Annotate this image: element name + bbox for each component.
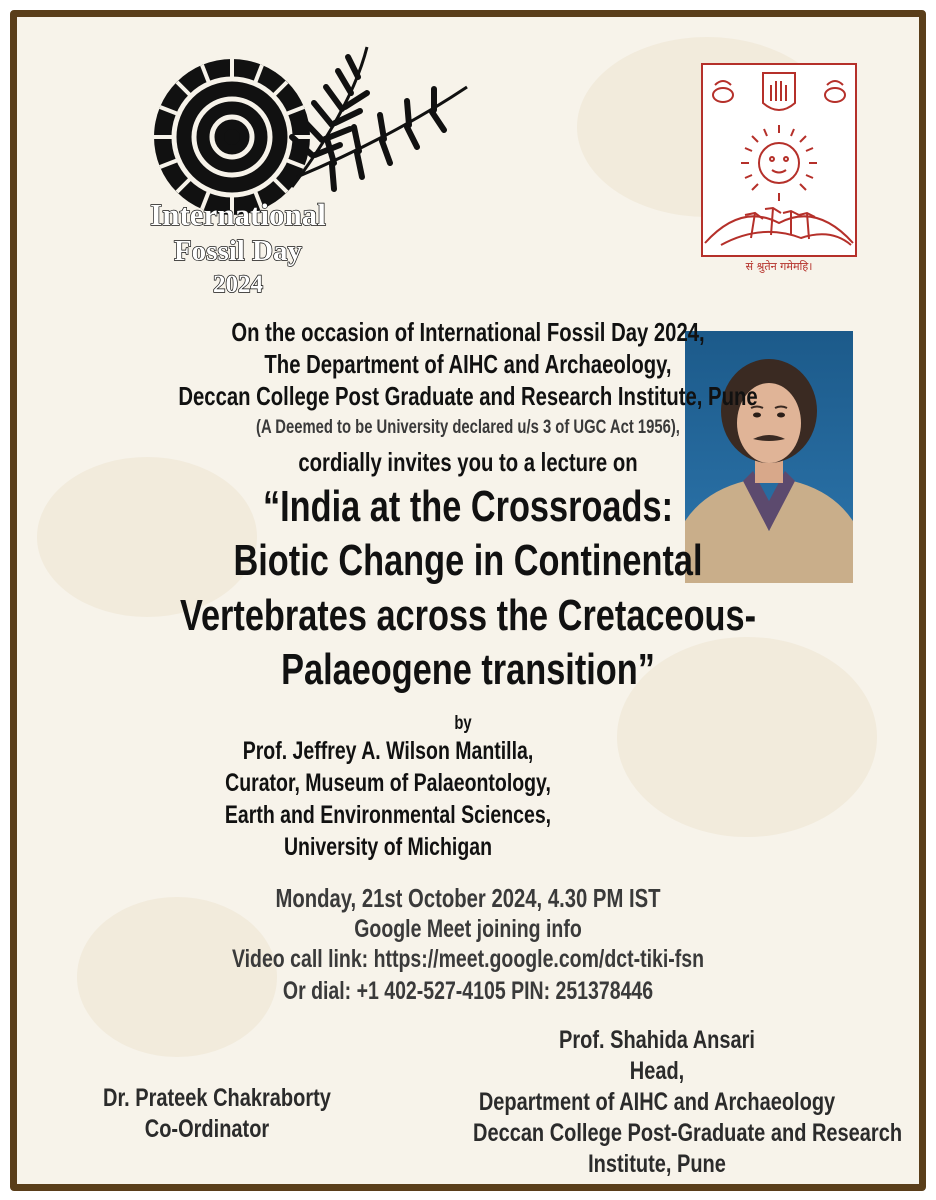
- speaker-name: Prof. Jeffrey A. Wilson Mantilla,: [242, 737, 534, 765]
- head-name: Prof. Shahida Ansari: [559, 1026, 755, 1054]
- event-video-link[interactable]: Video call link: https://meet.google.com/dct-tiki-fsn: [231, 945, 705, 973]
- head-institute-line-1: Deccan College Post-Graduate and Research: [473, 1119, 903, 1147]
- lecture-title-line-4: Palaeogene transition”: [281, 645, 655, 694]
- speaker-by: by: [454, 713, 472, 734]
- event-datetime: Monday, 21st October 2024, 4.30 PM IST: [275, 883, 661, 913]
- head-department: Department of AIHC and Archaeology: [478, 1088, 836, 1116]
- head-block: [473, 1025, 903, 1180]
- coordinator-name: Dr. Prateek Chakraborty: [103, 1084, 331, 1112]
- coordinator-block: [103, 1083, 331, 1145]
- poster-frame: [10, 10, 926, 1191]
- college-emblem-icon: [701, 63, 857, 273]
- intro-deemed-university: (A Deemed to be University declared u/s 3 of UGC Act 1956),: [256, 417, 680, 438]
- event-meet-label: Google Meet joining info: [354, 915, 582, 943]
- intro-invitation: cordially invites you to a lecture on: [298, 447, 638, 477]
- emblem-motto: सं श्रुतेन गमेमहि।: [745, 260, 813, 273]
- intro-line-1: On the occasion of International Fossil Day 2024,: [231, 317, 705, 347]
- lecture-title-line-2: Biotic Change in Continental: [233, 536, 703, 585]
- speaker-role: Curator, Museum of Palaeontology,: [225, 769, 551, 797]
- lecture-title-line-1: “India at the Crossroads:: [262, 482, 674, 531]
- intro-line-3: Deccan College Post Graduate and Research Institute, Pune: [178, 381, 758, 411]
- intro-line-2: The Department of AIHC and Archaeology,: [264, 349, 672, 379]
- logo-title-line1: International: [150, 197, 326, 232]
- lecture-title-line-3: Vertebrates across the Cretaceous-: [179, 591, 757, 640]
- head-role: Head,: [629, 1057, 685, 1085]
- coordinator-role: Co-Ordinator: [144, 1115, 270, 1143]
- logo-title-line2: Fossil Day: [173, 235, 303, 267]
- logo-year: 2024: [213, 271, 263, 298]
- speaker-university: University of Michigan: [283, 833, 493, 861]
- event-dial-info: Or dial: +1 402-527-4105 PIN: 251378446: [282, 977, 654, 1005]
- head-institute-line-2: Institute, Pune: [588, 1150, 726, 1178]
- speaker-department: Earth and Environmental Sciences,: [224, 801, 552, 829]
